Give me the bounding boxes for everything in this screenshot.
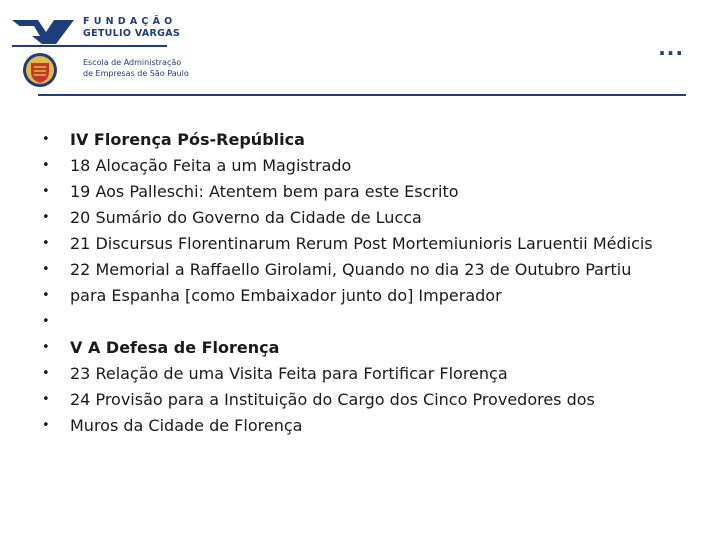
bullet-glyph: • <box>42 210 50 225</box>
list-item <box>0 232 720 258</box>
list-item-text: 22 Memorial a Raffaello Girolami, Quando no dia 23 de Outubro Partiu <box>70 260 632 279</box>
eaesp-name-line2: de Empresas de São Paulo <box>83 69 189 78</box>
eaesp-seal-icon <box>22 52 58 88</box>
section-heading: IV Florença Pós-República <box>70 130 305 149</box>
fgv-name-line2: GETULIO VARGAS <box>83 28 181 39</box>
eaesp-name-line1: Escola de Administração <box>83 58 182 67</box>
list-item <box>0 154 720 180</box>
list-item-text: 19 Aos Palleschi: Atentem bem para este Escrito <box>70 182 459 201</box>
header-top-rule <box>12 45 167 47</box>
bullet-glyph: • <box>42 262 50 277</box>
list-item-text: 21 Discursus Florentinarum Rerum Post Mortemiunioris Laruentii Médicis <box>70 234 653 253</box>
bullet-glyph: • <box>42 132 50 147</box>
list-item <box>0 388 720 414</box>
bullet-glyph: • <box>42 392 50 407</box>
bullet-glyph: • <box>42 314 50 329</box>
list-item-text: 23 Relação de uma Visita Feita para Fortificar Florença <box>70 364 508 383</box>
list-item-text: 20 Sumário do Governo da Cidade de Lucca <box>70 208 422 227</box>
more-ellipsis: ... <box>658 36 684 60</box>
bullet-glyph: • <box>42 184 50 199</box>
list-item <box>0 180 720 206</box>
list-item-text: para Espanha [como Embaixador junto do] Imperador <box>70 286 502 305</box>
fgv-logo <box>12 16 74 46</box>
header-divider <box>38 94 686 96</box>
list-item <box>0 362 720 388</box>
eaesp-name <box>83 57 189 79</box>
list-item <box>0 414 720 440</box>
section-heading: V A Defesa de Florença <box>70 338 280 357</box>
list-item-text: Muros da Cidade de Florença <box>70 416 303 435</box>
bullet-glyph: • <box>42 236 50 251</box>
bullet-glyph: • <box>42 158 50 173</box>
slide-header <box>0 0 720 100</box>
list-item-text: 18 Alocação Feita a um Magistrado <box>70 156 352 175</box>
list-item <box>0 284 720 310</box>
list-item <box>0 128 720 154</box>
bullet-list <box>0 128 720 440</box>
list-item <box>0 258 720 284</box>
bullet-glyph: • <box>42 366 50 381</box>
bullet-glyph: • <box>42 288 50 303</box>
list-item-text: 24 Provisão para a Instituição do Cargo dos Cinco Provedores dos <box>70 390 595 409</box>
fgv-name <box>83 16 180 40</box>
list-item <box>0 336 720 362</box>
bullet-glyph: • <box>42 418 50 433</box>
list-item <box>0 310 720 336</box>
list-item <box>0 206 720 232</box>
bullet-glyph: • <box>42 340 50 355</box>
fgv-name-line1: FUNDAÇÃO <box>83 16 177 27</box>
